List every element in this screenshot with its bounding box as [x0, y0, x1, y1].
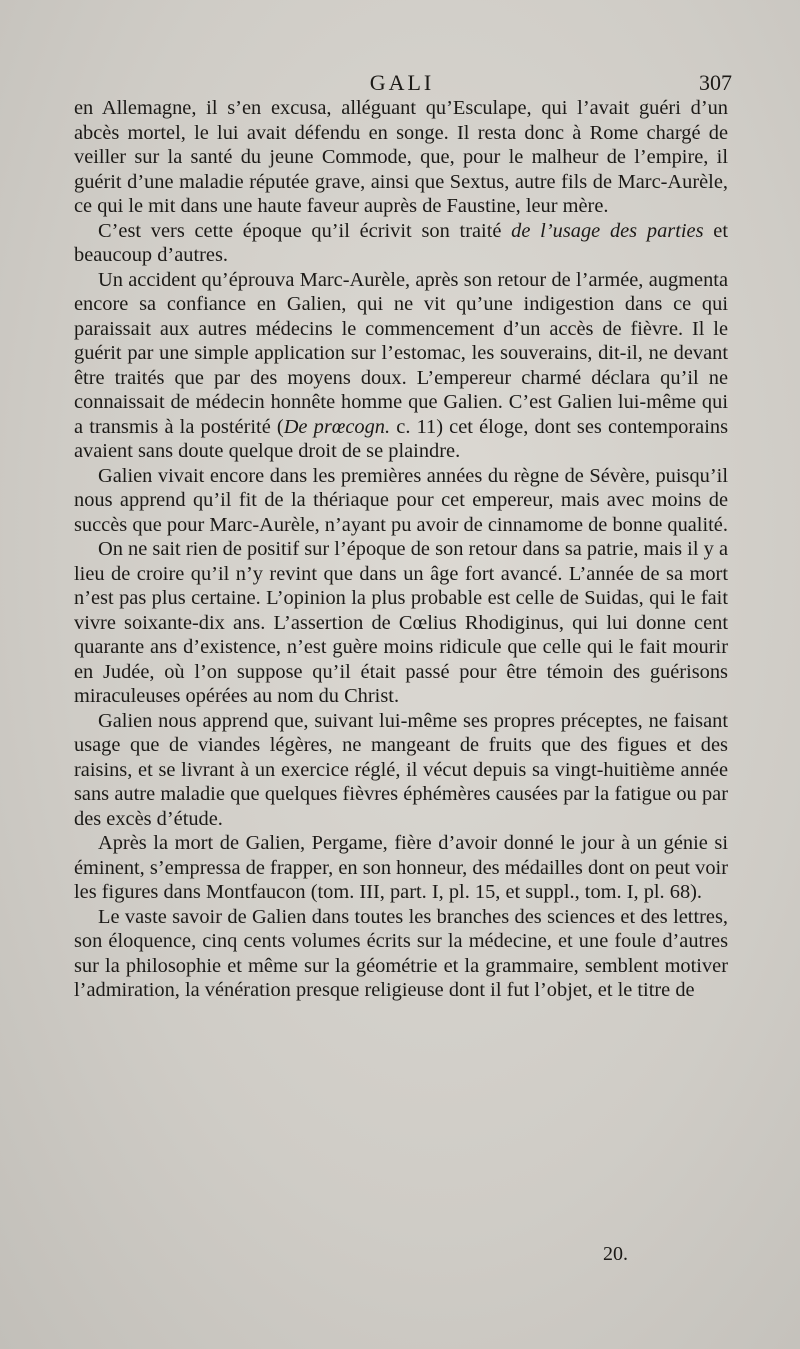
- paragraph-text: C’est vers cette époque qu’il écrivit son traité: [98, 219, 512, 242]
- paragraph-text: en Allemagne, il s’en excusa, alléguant qu’Esculape, qui l’avait guéri d’un abcès mortel, le lui avait défendu en songe. Il resta donc à Rome chargé de veiller sur la santé du jeune Commode, que, pour le malheur de l’empire, il guérit d’une maladie réputée grave, ainsi que Sextus, autre fils de Marc-Aurèle, ce qui le mit dans une haute faveur auprès de Faustine, leur mère.: [74, 97, 728, 217]
- paragraph: [74, 537, 728, 709]
- paragraph: [74, 709, 728, 832]
- paragraph-text: Galien nous apprend que, suivant lui-même ses propres préceptes, ne faisant usage que de viandes légères, ne mangeant de fruits que des figues et des raisins, et se livrant à un exercice réglé, il vécut depuis sa vingt-huitième année sans autre maladie que quelques fièvres éphémères causées par la fatigue ou par des excès d’étude.: [74, 709, 728, 830]
- page-number: 307: [699, 70, 732, 95]
- body-text: [74, 96, 728, 1003]
- paragraph-text: Galien vivait encore dans les premières années du règne de Sévère, puisqu’il nous apprend qu’il fit de la thériaque pour cet empereur, mais avec moins de succès que pour Marc-Aurèle, n’ayant pu avoir de cinnamome de bonne qualité.: [74, 464, 728, 536]
- paragraph-text: Le vaste savoir de Galien dans toutes les branches des sciences et des lettres, son éloquence, cinq cents volumes écrits sur la médecine, et une foule d’autres sur la philosophie et même sur la géométrie et la grammaire, semblent motiver l’admiration, la vénération presque religieuse dont il fut l’objet, et le titre de: [74, 905, 728, 1001]
- paragraph: [74, 96, 728, 219]
- paragraph-text: et beaucoup d’autres.: [74, 219, 728, 266]
- paragraph-text: c. 11) cet éloge, dont ses contemporains avaient sans doute quelque droit de se plaindre.: [74, 415, 729, 462]
- italic-title: de l’usage des parties: [511, 219, 704, 242]
- italic-reference: De prœcogn.: [283, 415, 391, 438]
- paragraph: [74, 464, 728, 538]
- signature-mark: 20.: [603, 1243, 628, 1265]
- running-title: GALI: [369, 70, 435, 95]
- paragraph: [74, 831, 728, 905]
- paragraph-text: Un accident qu’éprouva Marc-Aurèle, après son retour de l’armée, augmenta encore sa confiance en Galien, qui ne vit qu’une indigestion dans ce qui paraissait aux autres médecins le commencement d’un accès de fièvre. Il le guérit par une simple application sur l’estomac, les souverains, dit-il, ne devant être traités que par des moyens doux. L’empereur charmé déclara qu’il ne connaissait de médecin honnête homme que Galien. C’est Galien lui-même qui a transmis à la postérité (: [74, 268, 728, 438]
- paragraph-text: On ne sait rien de positif sur l’époque de son retour dans sa patrie, mais il y a lieu de croire qu’il n’y revint que dans un âge fort avancé. L’année de sa mort n’est pas plus certaine. L’opinion la plus probable est celle de Suidas, qui le fait vivre soixante-dix ans. L’assertion de Cœlius Rhodiginus, qui lui donne cent quarante ans d’existence, n’est guère moins ridicule que celle qui le fait mourir en Judée, où l’on suppose qu’il était passé pour être témoin des guérisons miraculeuses opérées au nom du Christ.: [74, 538, 728, 707]
- paragraph-text: Après la mort de Galien, Pergame, fière d’avoir donné le jour à un génie si éminent, s’empressa de frapper, en son honneur, des médailles dont on peut voir les figures dans Montfaucon (tom. III, part. I, pl. 15, et suppl., tom. I, pl. 68).: [74, 832, 728, 903]
- paragraph: [74, 219, 728, 268]
- paragraph: [74, 268, 728, 464]
- paragraph: [74, 905, 728, 1003]
